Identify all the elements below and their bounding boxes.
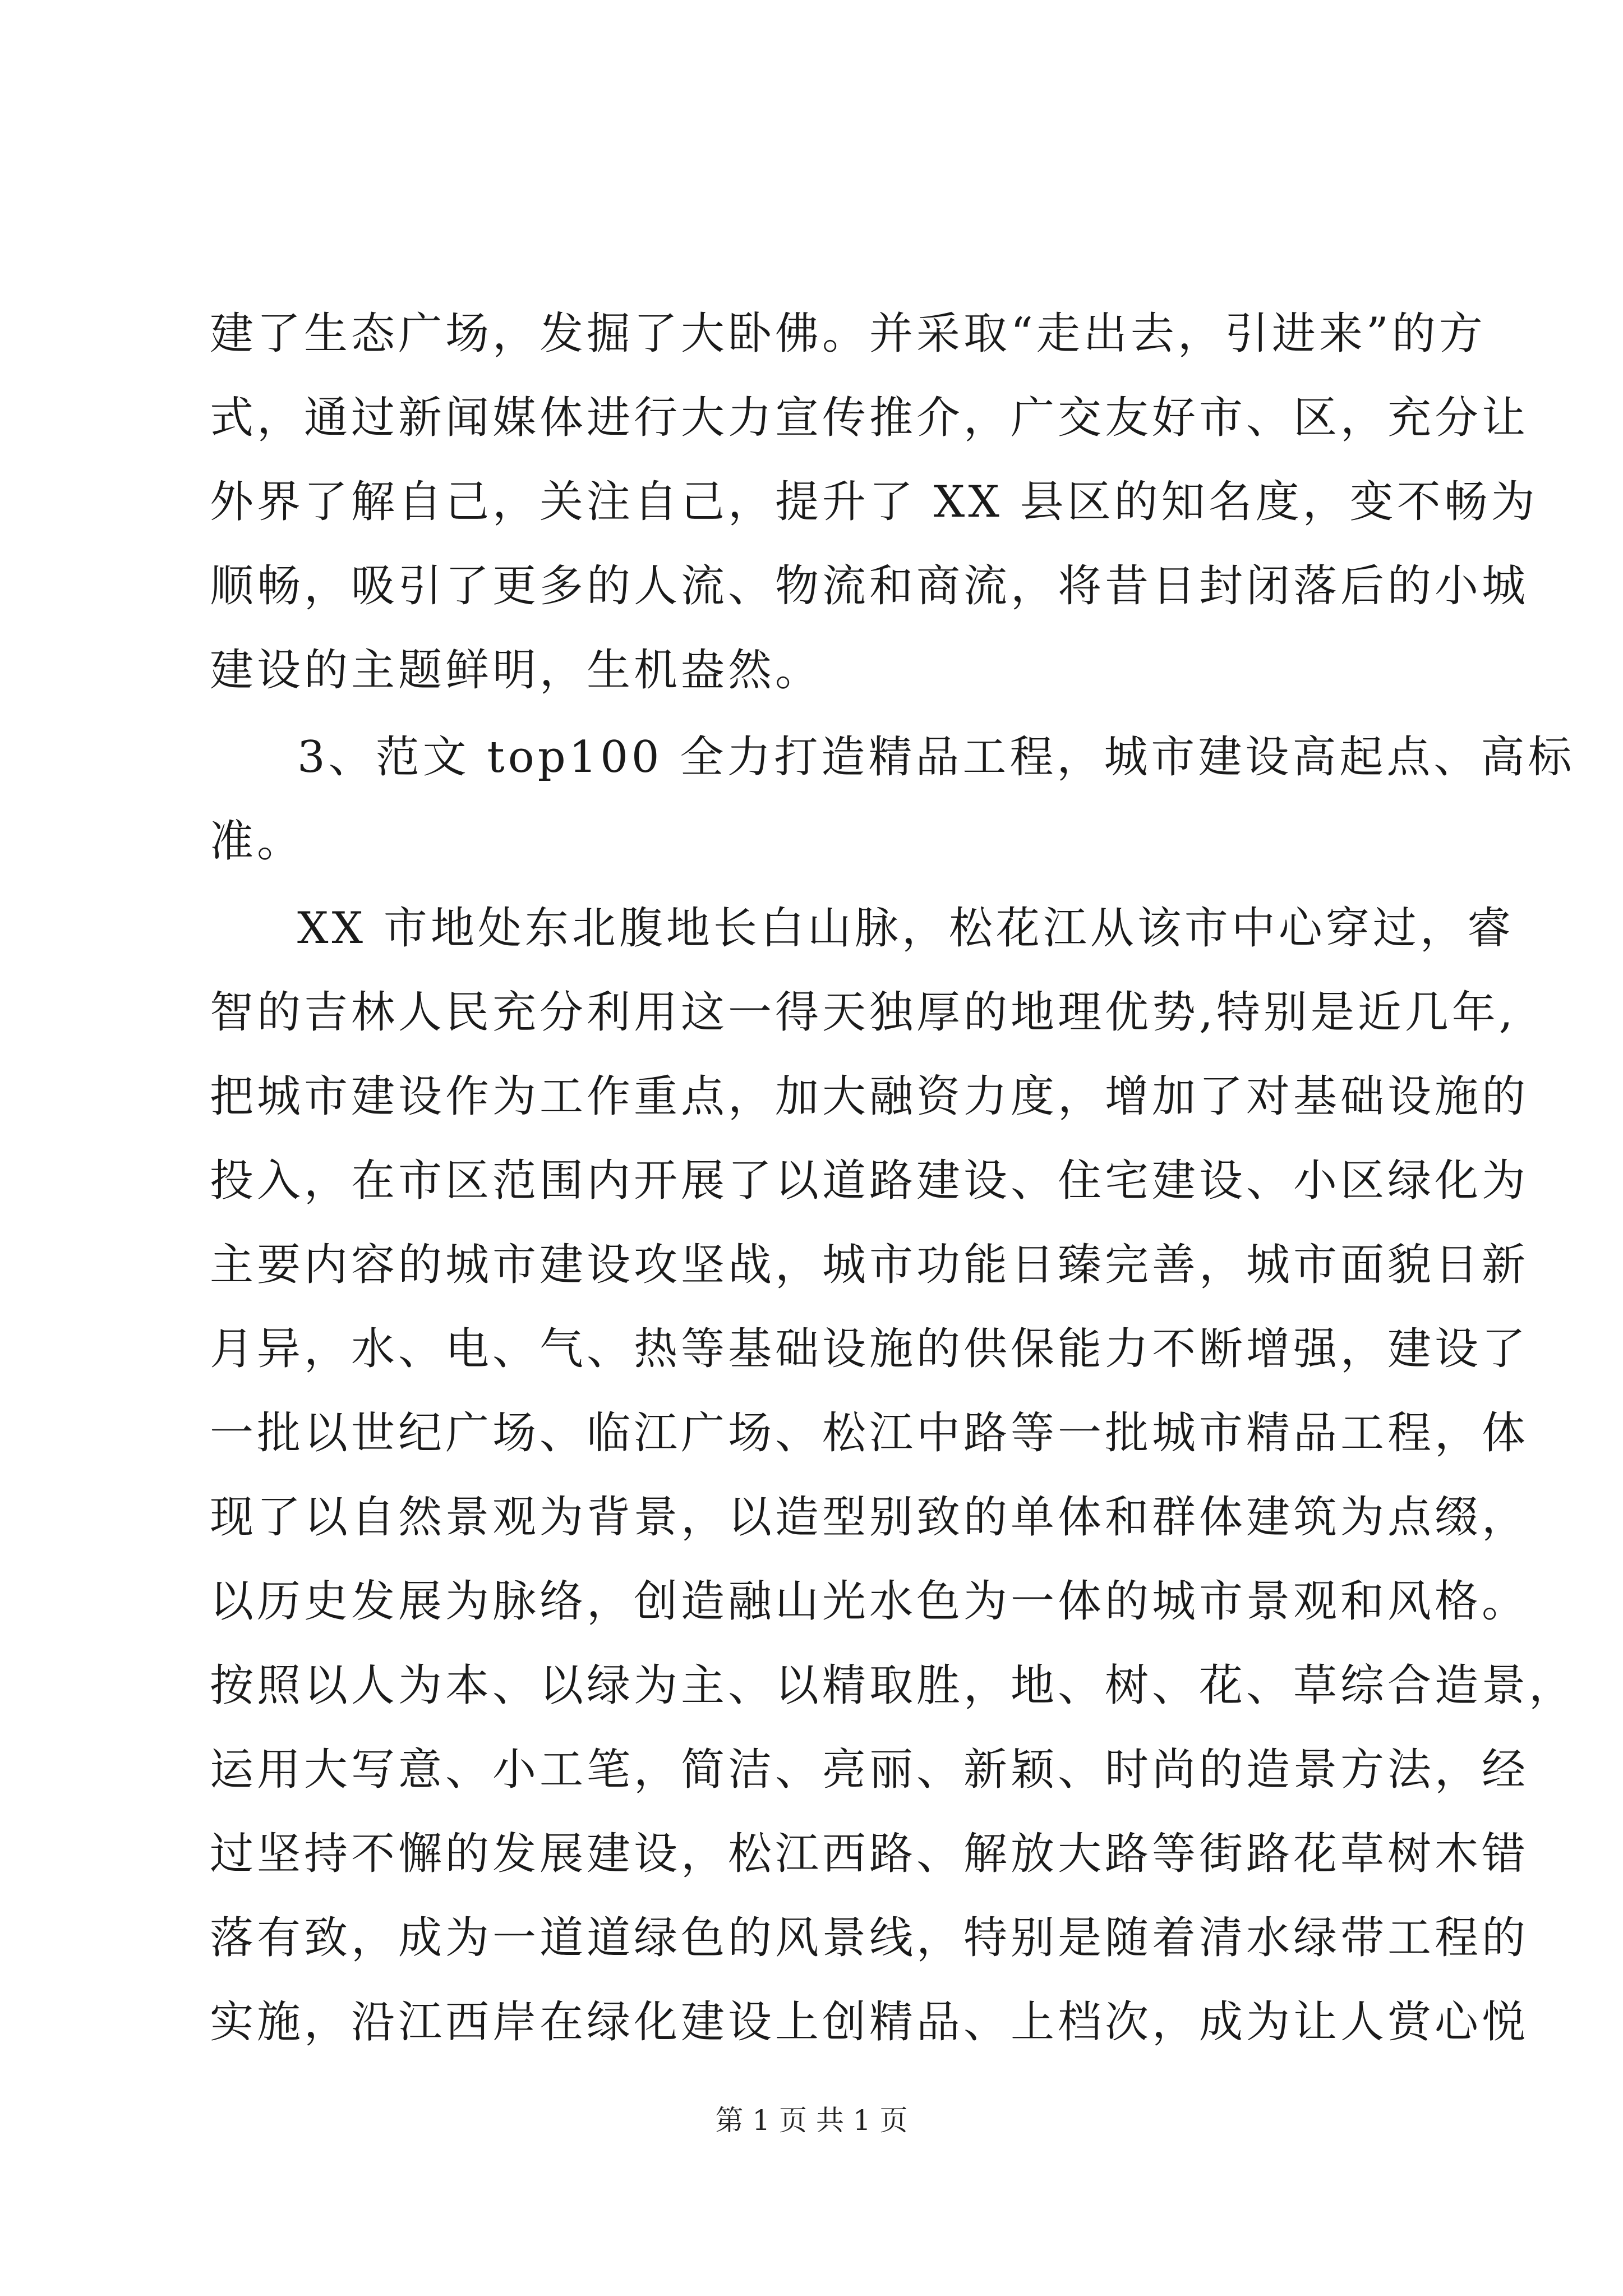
text-line: 主要内容的城市建设攻坚战，城市功能日臻完善，城市面貌日新 bbox=[210, 1240, 1529, 1290]
text-line: 实施，沿江西岸在绿化建设上创精品、上档次，成为让人赏心悦 bbox=[210, 1997, 1529, 2047]
text-line: 式，通过新闻媒体进行大力宣传推介，广交友好市、区，充分让 bbox=[210, 393, 1529, 443]
page-footer: 第 1 页 共 1 页 bbox=[715, 2104, 908, 2137]
text-line: 建了生态广场，发掘了大卧佛。并采取“走出去，引进来”的方 bbox=[210, 309, 1486, 359]
section-heading-line: 准。 bbox=[210, 816, 305, 867]
text-line: 投入，在市区范围内开展了以道路建设、住宅建设、小区绿化为 bbox=[210, 1156, 1529, 1206]
section-heading-line: 3、范文 top100 全力打造精品工程，城市建设高起点、高标 bbox=[297, 732, 1575, 783]
text-line: 把城市建设作为工作重点，加大融资力度，增加了对基础设施的 bbox=[210, 1071, 1529, 1122]
paragraph-first-line: XX 市地处东北腹地长白山脉，松花江从该市中心穿过，睿 bbox=[297, 903, 1514, 954]
text-line: 运用大写意、小工笔，简洁、亮丽、新颖、时尚的造景方法，经 bbox=[210, 1745, 1529, 1795]
text-line: 顺畅，吸引了更多的人流、物流和商流，将昔日封闭落后的小城 bbox=[210, 561, 1529, 611]
text-line: 按照以人为本、以绿为主、以精取胜，地、树、花、草综合造景， bbox=[210, 1660, 1576, 1711]
text-line: 过坚持不懈的发展建设，松江西路、解放大路等街路花草树木错 bbox=[210, 1829, 1529, 1879]
text-line: 智的吉林人民充分利用这一得天独厚的地理优势,特别是近几年, bbox=[210, 987, 1516, 1038]
text-line: 落有致，成为一道道绿色的风景线，特别是随着清水绿带工程的 bbox=[210, 1913, 1529, 1963]
text-line: 月异，水、电、气、热等基础设施的供保能力不断增强，建设了 bbox=[210, 1324, 1529, 1374]
text-line: 现了以自然景观为背景，以造型别致的单体和群体建筑为点缀， bbox=[210, 1492, 1529, 1543]
text-line: 以历史发展为脉络，创造融山光水色为一体的城市景观和风格。 bbox=[210, 1576, 1529, 1627]
text-line: 一批以世纪广场、临江广场、松江中路等一批城市精品工程，体 bbox=[210, 1408, 1529, 1458]
text-line: 建设的主题鲜明，生机盎然。 bbox=[210, 645, 823, 696]
text-line: 外界了解自己，关注自己，提升了 XX 县区的知名度，变不畅为 bbox=[210, 477, 1538, 527]
